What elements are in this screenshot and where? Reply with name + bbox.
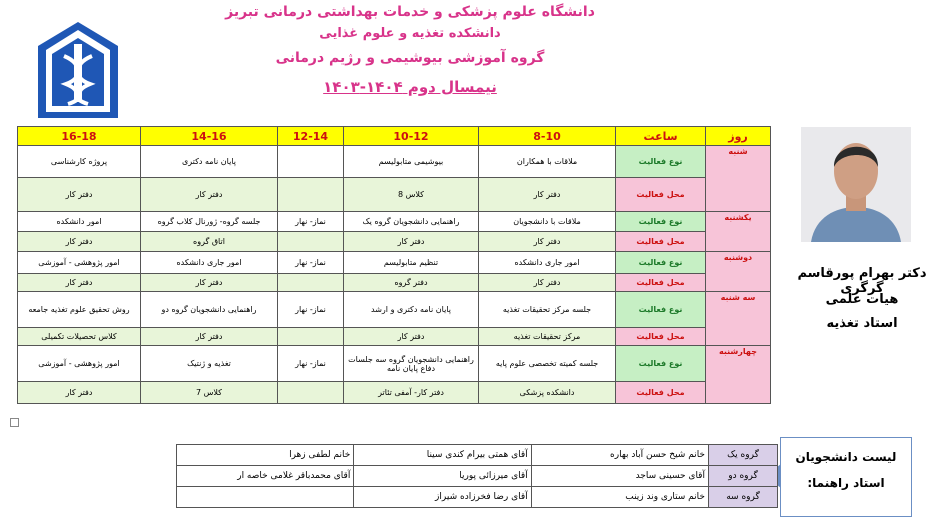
schedule-cell (278, 232, 344, 252)
schedule-cell: کلاس 8 (344, 178, 479, 212)
schedule-cell: راهنمایی دانشجویان گروه یک (344, 212, 479, 232)
table-row (18, 292, 771, 328)
schedule-cell (278, 146, 344, 178)
schedule-cell: مرکز تحقیقات تغذیه (479, 328, 616, 346)
table-row (18, 232, 771, 252)
schedule-cell (278, 178, 344, 212)
header-slot: 14-16 (141, 127, 278, 146)
schedule-cell: تنظیم متابولیسم (344, 252, 479, 274)
header-time: ساعت (616, 127, 706, 146)
schedule-cell: نماز- نهار (278, 346, 344, 382)
schedule-cell: راهنمایی دانشجویان گروه دو (141, 292, 278, 328)
schedule-cell: اتاق گروه (141, 232, 278, 252)
schedule-cell: نماز- نهار (278, 252, 344, 274)
schedule-cell (278, 382, 344, 404)
schedule-cell: دفتر کار (141, 274, 278, 292)
schedule-cell: دفتر کار (141, 328, 278, 346)
professor-title: استاد تغذیه (826, 316, 898, 331)
schedule-cell: دفتر کار (479, 178, 616, 212)
advisor-list-title: لیست دانشجویان (795, 450, 897, 464)
student-name: آقای حسینی ساجد (531, 466, 708, 487)
schedule-cell: ملاقات با دانشجویان (479, 212, 616, 232)
schedule-cell: امور پژوهشی - آموزشی (18, 252, 141, 274)
schedule-cell: بیوشیمی متابولیسم (344, 146, 479, 178)
location-label: محل فعالیت (616, 178, 706, 212)
semester-title: نیمسال دوم ۱۴۰۴-۱۴۰۳ (323, 78, 497, 96)
schedule-cell: دفتر کار (18, 382, 141, 404)
schedule-cell: نماز- نهار (278, 212, 344, 232)
schedule-cell (278, 274, 344, 292)
professor-role: هیات علمی (825, 292, 899, 307)
location-label: محل فعالیت (616, 382, 706, 404)
schedule-cell: امور جاری دانشکده (141, 252, 278, 274)
table-row (18, 212, 771, 232)
activity-label: نوع فعالیت (616, 346, 706, 382)
header-slot: 8-10 (479, 127, 616, 146)
schedule-cell: دفتر کار- آمفی تئاتر (344, 382, 479, 404)
schedule-cell: دفتر کار (344, 328, 479, 346)
table-row (177, 445, 778, 466)
department-title: گروه آموزشی بیوشیمی و رژیم درمانی (275, 50, 545, 66)
schedule-cell: نماز- نهار (278, 292, 344, 328)
table-row (18, 178, 771, 212)
table-row (18, 346, 771, 382)
schedule-cell: تغذیه و ژنتیک (141, 346, 278, 382)
university-logo-icon (30, 18, 126, 124)
schedule-cell: دفتر کار (479, 274, 616, 292)
day-label: شنبه (706, 146, 771, 212)
professor-name: دکتر بهرام پورقاسم گرگری (797, 266, 927, 296)
schedule-cell: امور جاری دانشکده (479, 252, 616, 274)
faculty-title: دانشکده تغذیه و علوم غذایی (319, 26, 501, 41)
schedule-cell: دانشکده پزشکی (479, 382, 616, 404)
schedule-cell: دفتر کار (18, 178, 141, 212)
table-row (177, 487, 778, 508)
schedule-cell: دفتر کار (344, 232, 479, 252)
student-name: خانم شیخ حسن آباد بهاره (531, 445, 708, 466)
schedule-cell: ملاقات با همکاران (479, 146, 616, 178)
advisor-groups-table (176, 444, 778, 508)
table-row (18, 382, 771, 404)
advisor-callout (780, 437, 912, 517)
schedule-cell: امور دانشکده (18, 212, 141, 232)
student-name: خانم لطفی زهرا (177, 445, 354, 466)
location-label: محل فعالیت (616, 328, 706, 346)
schedule-cell: امور پژوهشی - آموزشی (18, 346, 141, 382)
location-label: محل فعالیت (616, 274, 706, 292)
schedule-cell: دفتر گروه (344, 274, 479, 292)
table-row (18, 274, 771, 292)
weekly-schedule-table (17, 126, 771, 404)
schedule-cell: کلاس 7 (141, 382, 278, 404)
activity-label: نوع فعالیت (616, 252, 706, 274)
schedule-cell: پروژه کارشناسی (18, 146, 141, 178)
group-name: گروه سه (709, 487, 778, 508)
header-slot: 10-12 (344, 127, 479, 146)
student-name: آقای میرزائی پوریا (354, 466, 531, 487)
professor-photo (801, 127, 911, 242)
activity-label: نوع فعالیت (616, 212, 706, 232)
student-name: آقای رضا فخرزاده شیراز (354, 487, 531, 508)
group-name: گروه یک (709, 445, 778, 466)
activity-label: نوع فعالیت (616, 292, 706, 328)
advisor-list-subtitle: استاد راهنما: (807, 476, 885, 490)
university-title: دانشگاه علوم پزشکی و خدمات بهداشتی درمانی تبریز (225, 4, 595, 20)
schedule-header-row (18, 127, 771, 146)
header-day: روز (706, 127, 771, 146)
day-label: یکشنبه (706, 212, 771, 252)
schedule-cell: جلسه مرکز تحقیقات تغذیه (479, 292, 616, 328)
table-row (18, 146, 771, 178)
schedule-cell: راهنمایی دانشجویان گروه سه جلسات دفاع پایان نامه (344, 346, 479, 382)
day-label: سه شنبه (706, 292, 771, 346)
table-row (177, 466, 778, 487)
student-name: آقای همتی بیرام کندی سینا (354, 445, 531, 466)
table-row (18, 328, 771, 346)
schedule-cell: روش تحقیق علوم تغذیه جامعه (18, 292, 141, 328)
student-name: آقای محمدباقر غلامی خاصه ار (177, 466, 354, 487)
cell-marker (10, 418, 19, 427)
schedule-cell: دفتر کار (18, 274, 141, 292)
schedule-cell: پایان نامه دکتری و ارشد (344, 292, 479, 328)
day-label: دوشنبه (706, 252, 771, 292)
schedule-cell: دفتر کار (479, 232, 616, 252)
header-slot: 16-18 (18, 127, 141, 146)
student-name (177, 487, 354, 508)
student-name: خانم ستاری وند زینب (531, 487, 708, 508)
activity-label: نوع فعالیت (616, 146, 706, 178)
header-slot: 12-14 (278, 127, 344, 146)
schedule-cell: جلسه گروه- ژورنال کلاب گروه (141, 212, 278, 232)
schedule-cell (278, 328, 344, 346)
schedule-cell: جلسه کمیته تخصصی علوم پایه (479, 346, 616, 382)
day-label: چهارشنبه (706, 346, 771, 404)
table-row (18, 252, 771, 274)
location-label: محل فعالیت (616, 232, 706, 252)
group-name: گروه دو (709, 466, 778, 487)
schedule-cell: پایان نامه دکتری (141, 146, 278, 178)
schedule-cell: کلاس تحصیلات تکمیلی (18, 328, 141, 346)
schedule-cell: دفتر کار (141, 178, 278, 212)
schedule-cell: دفتر کار (18, 232, 141, 252)
